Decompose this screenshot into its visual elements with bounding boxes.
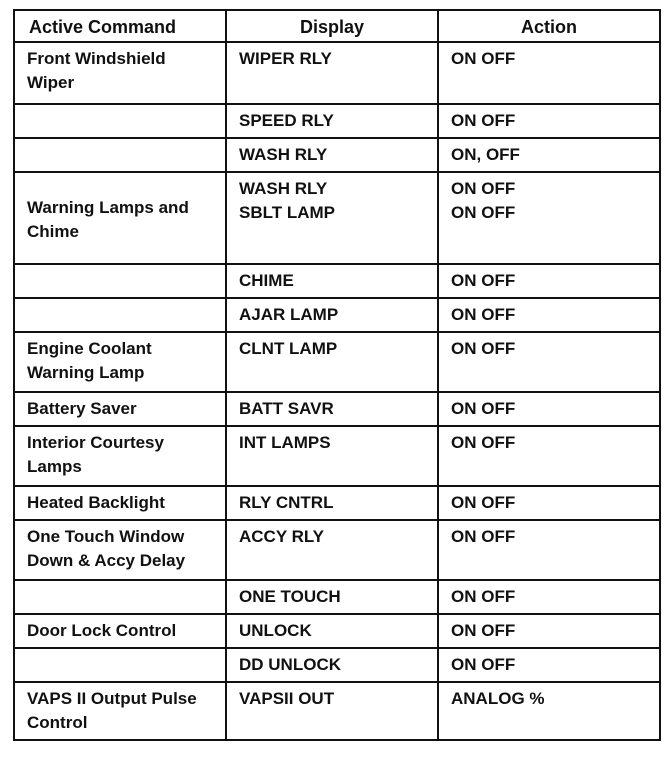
display-cell: WASH RLY bbox=[226, 138, 438, 172]
command-cell: Heated Backlight bbox=[14, 486, 226, 520]
action-cell: ON, OFF bbox=[438, 138, 660, 172]
action-cell: ON OFF bbox=[438, 648, 660, 682]
command-cell bbox=[14, 172, 226, 264]
action-cell: ON OFF bbox=[438, 104, 660, 138]
command-cell: Battery Saver bbox=[14, 392, 226, 426]
command-cell bbox=[14, 648, 226, 682]
action-cell: ON OFF bbox=[438, 392, 660, 426]
table-row bbox=[14, 682, 660, 740]
display-cell: ACCY RLY bbox=[226, 520, 438, 580]
action-cell: ON OFF bbox=[438, 580, 660, 614]
command-cell: One Touch Window Down & Accy Delay bbox=[14, 520, 226, 580]
display-cell: INT LAMPS bbox=[226, 426, 438, 486]
table-row bbox=[14, 520, 660, 580]
header-active-command: Active Command bbox=[14, 10, 226, 42]
action-cell: ON OFF bbox=[438, 426, 660, 486]
display-cell: CHIME bbox=[226, 264, 438, 298]
action-cell bbox=[438, 172, 660, 264]
action-cell: ON OFF bbox=[438, 42, 660, 104]
display-cell: VAPSII OUT bbox=[226, 682, 438, 740]
table-row bbox=[14, 648, 660, 682]
active-command-table bbox=[13, 9, 661, 741]
header-display: Display bbox=[226, 10, 438, 42]
table-row bbox=[14, 392, 660, 426]
action-cell: ON OFF bbox=[438, 264, 660, 298]
display-cell: ONE TOUCH bbox=[226, 580, 438, 614]
display-cell: CLNT LAMP bbox=[226, 332, 438, 392]
command-cell bbox=[14, 298, 226, 332]
table-row bbox=[14, 580, 660, 614]
table-row bbox=[14, 486, 660, 520]
table-row bbox=[14, 42, 660, 104]
action-cell: ON OFF bbox=[438, 332, 660, 392]
command-cell: Engine Coolant Warning Lamp bbox=[14, 332, 226, 392]
table-row bbox=[14, 614, 660, 648]
table-row bbox=[14, 332, 660, 392]
command-cell: Door Lock Control bbox=[14, 614, 226, 648]
display-text-2: SBLT LAMP bbox=[239, 203, 336, 222]
action-cell: ON OFF bbox=[438, 520, 660, 580]
display-cell: AJAR LAMP bbox=[226, 298, 438, 332]
display-cell: SPEED RLY bbox=[226, 104, 438, 138]
table-row bbox=[14, 138, 660, 172]
command-cell bbox=[14, 104, 226, 138]
command-cell: VAPS II Output Pulse Control bbox=[14, 682, 226, 740]
action-cell: ON OFF bbox=[438, 298, 660, 332]
table-row bbox=[14, 264, 660, 298]
display-text: WASH RLY bbox=[239, 179, 328, 198]
command-cell: Front Windshield Wiper bbox=[14, 42, 226, 104]
display-cell: RLY CNTRL bbox=[226, 486, 438, 520]
action-cell: ANALOG % bbox=[438, 682, 660, 740]
display-cell: UNLOCK bbox=[226, 614, 438, 648]
action-cell: ON OFF bbox=[438, 614, 660, 648]
command-cell bbox=[14, 580, 226, 614]
display-cell: DD UNLOCK bbox=[226, 648, 438, 682]
action-text: ON OFF bbox=[451, 179, 516, 198]
action-text-2: ON OFF bbox=[451, 203, 516, 222]
command-cell: Interior Courtesy Lamps bbox=[14, 426, 226, 486]
table-row bbox=[14, 426, 660, 486]
display-cell bbox=[226, 172, 438, 264]
display-cell: BATT SAVR bbox=[226, 392, 438, 426]
header-row bbox=[14, 10, 660, 42]
action-cell: ON OFF bbox=[438, 486, 660, 520]
command-text: Warning Lamps and Chime bbox=[27, 198, 189, 241]
table-row bbox=[14, 298, 660, 332]
table-row bbox=[14, 172, 660, 264]
table-row bbox=[14, 104, 660, 138]
command-cell bbox=[14, 264, 226, 298]
header-action: Action bbox=[438, 10, 660, 42]
display-cell: WIPER RLY bbox=[226, 42, 438, 104]
command-cell bbox=[14, 138, 226, 172]
